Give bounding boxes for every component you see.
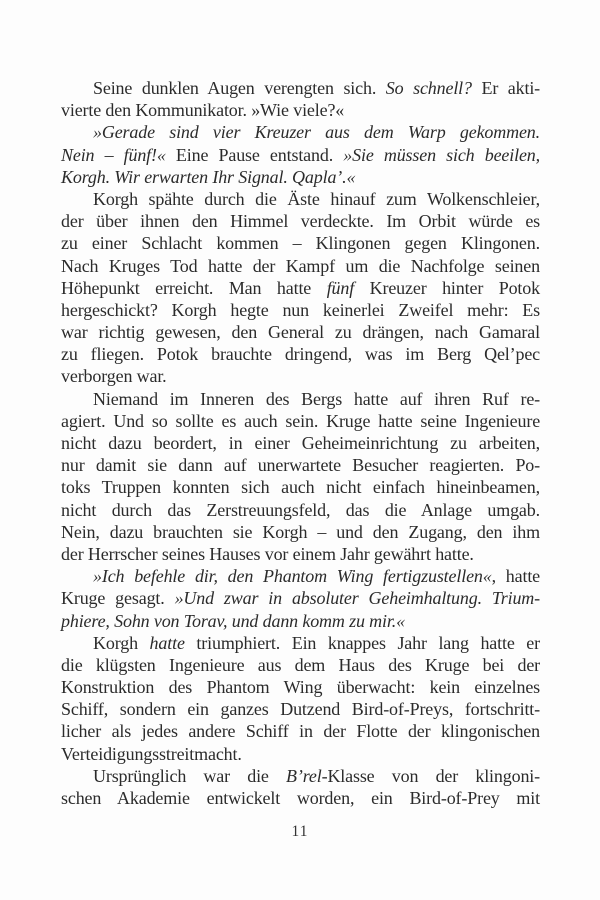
text-segment: zu fliegen. Potok brauchte dringend, was im Berg Qel’pec bbox=[61, 344, 541, 365]
text-line bbox=[61, 632, 540, 654]
text-line bbox=[61, 676, 540, 698]
text-line bbox=[61, 321, 540, 343]
text-line-content bbox=[93, 389, 540, 409]
text-segment: nur damit sie dann auf unerwartete Besucher reagierten. Po- bbox=[61, 455, 540, 476]
text-segment: verborgen war. bbox=[61, 366, 167, 387]
text-segment: Nein, dazu brauchten sie Korgh – und den Zugang, den ihm bbox=[61, 521, 540, 542]
italic-text-segment: hatte bbox=[149, 632, 185, 653]
paragraph bbox=[61, 632, 540, 765]
text-line-content bbox=[61, 655, 540, 675]
italic-text-segment: B’rel bbox=[286, 765, 322, 786]
text-line bbox=[61, 277, 540, 299]
text-line bbox=[61, 299, 540, 321]
text-segment: schen Akademie entwickelt worden, ein Bird-of-Prey mit bbox=[61, 788, 540, 808]
text-segment: agiert. Und so sollte es auch sein. Kruge hatte seine Ingenieure bbox=[61, 410, 541, 431]
text-segment: Verteidigungsstreitmacht. bbox=[61, 743, 242, 764]
text-line-content bbox=[61, 300, 540, 320]
text-line bbox=[61, 343, 540, 365]
text-line bbox=[61, 210, 540, 232]
text-line bbox=[61, 166, 540, 188]
italic-text-segment: So schnell? bbox=[385, 78, 482, 98]
text-line bbox=[61, 432, 540, 454]
text-line bbox=[61, 698, 540, 720]
text-line bbox=[61, 521, 540, 543]
text-line bbox=[61, 476, 540, 498]
text-line-content bbox=[61, 544, 474, 564]
text-segment: nicht dazu beordert, in einer Geheimeinrichtung zu arbeiten, bbox=[61, 433, 541, 453]
text-line-content bbox=[93, 189, 540, 209]
text-line-content bbox=[61, 256, 540, 276]
text-line-content bbox=[61, 100, 344, 120]
text-line-content bbox=[61, 699, 540, 719]
text-line-content bbox=[61, 366, 167, 386]
text-line bbox=[61, 144, 540, 166]
paragraph bbox=[61, 188, 540, 388]
text-segment: hergeschickt? Korgh hegte nun keinerlei Zweifel mehr: Es bbox=[61, 299, 540, 320]
text-segment: der über ihnen den Himmel verdeckte. Im Orbit würde es bbox=[61, 211, 541, 232]
italic-text-segment: »Und zwar in absoluter Geheimhaltung. Trium- bbox=[174, 588, 540, 609]
text-segment: Höhepunkt erreicht. Man hatte bbox=[61, 277, 327, 298]
italic-text-segment: fünf bbox=[326, 277, 355, 298]
paragraph bbox=[61, 121, 540, 188]
paragraph bbox=[61, 765, 540, 809]
text-line-content bbox=[61, 477, 540, 497]
text-line-content bbox=[93, 566, 540, 586]
text-segment: Schiff, sondern ein ganzes Dutzend Bird-of-Preys, fortschritt- bbox=[61, 699, 540, 720]
text-segment: zu einer Schlacht kommen – Klingonen gegen Klingonen. bbox=[61, 233, 540, 254]
text-line bbox=[61, 565, 540, 587]
text-line-content bbox=[61, 455, 540, 475]
text-line-content bbox=[93, 122, 540, 142]
text-line bbox=[61, 388, 540, 410]
text-line-content bbox=[61, 588, 540, 608]
text-line-content bbox=[61, 233, 540, 253]
text-line-content bbox=[61, 167, 355, 187]
text-line-content bbox=[61, 788, 540, 808]
text-segment: war richtig gewesen, den General zu drängen, nach Gamaral bbox=[61, 322, 540, 343]
text-line bbox=[61, 610, 540, 632]
text-segment: der Herrscher seines Hauses vor einem Jahr gewährt hatte. bbox=[61, 543, 474, 564]
text-line-content bbox=[61, 344, 540, 364]
text-line-content bbox=[61, 744, 242, 764]
text-line-content bbox=[93, 78, 540, 98]
text-segment: Eine Pause entstand. bbox=[175, 144, 344, 165]
text-line-content bbox=[93, 633, 540, 653]
text-line bbox=[61, 255, 540, 277]
page-number: 11 bbox=[291, 823, 309, 840]
text-line-content bbox=[93, 766, 540, 786]
text-line-content bbox=[61, 721, 540, 741]
text-segment: -Klasse von der klingoni- bbox=[321, 765, 541, 786]
text-line bbox=[61, 743, 540, 765]
text-line-content bbox=[61, 522, 540, 542]
text-line bbox=[61, 410, 540, 432]
text-segment: Niemand im Inneren des Bergs hatte auf ihren Ruf re- bbox=[93, 388, 541, 409]
paragraph bbox=[61, 77, 540, 121]
text-line bbox=[61, 77, 540, 99]
text-line-content bbox=[61, 500, 540, 520]
paragraph bbox=[61, 388, 540, 566]
text-line bbox=[61, 587, 540, 609]
italic-text-segment: Nein – fünf!« bbox=[61, 144, 176, 165]
text-segment: vierte den Kommunikator. »Wie viele?« bbox=[61, 100, 345, 121]
italic-text-segment: Korgh. Wir erwarten Ihr Signal. Qapla’.« bbox=[61, 166, 356, 187]
italic-text-segment: »Sie müssen sich beeilen, bbox=[343, 144, 540, 165]
text-line bbox=[61, 787, 540, 809]
text-line bbox=[61, 365, 540, 387]
text-line bbox=[61, 543, 540, 565]
text-line bbox=[61, 99, 540, 121]
text-segment: Nach Kruges Tod hatte der Kampf um die Nachfolge seinen bbox=[61, 255, 540, 276]
paragraph bbox=[61, 565, 540, 632]
text-line bbox=[61, 720, 540, 742]
text-segment: Ursprünglich war die bbox=[93, 765, 287, 786]
text-line-content bbox=[61, 611, 405, 631]
text-line-content bbox=[61, 322, 540, 342]
text-segment: die klügsten Ingenieure aus dem Haus des Kruge bei der bbox=[61, 654, 541, 675]
text-line bbox=[61, 188, 540, 210]
italic-text-segment: »Gerade sind vier Kreuzer aus dem Warp gekommen. bbox=[93, 122, 540, 143]
text-segment: nicht durch das Zerstreuungsfeld, das die Anlage umgab. bbox=[61, 499, 540, 520]
text-line-content bbox=[61, 433, 540, 453]
italic-text-segment: phiere, Sohn von Torav, und dann komm zu mir.« bbox=[61, 610, 405, 631]
text-segment: Korgh bbox=[93, 632, 150, 653]
text-segment: Er akti- bbox=[481, 78, 541, 98]
text-line bbox=[61, 499, 540, 521]
text-segment: Konstruktion des Phantom Wing überwacht: kein einzelnes bbox=[61, 677, 541, 698]
text-segment: toks Truppen konnten sich auch nicht einfach hineinbeamen, bbox=[61, 477, 540, 498]
text-line-content bbox=[61, 278, 540, 298]
text-line bbox=[61, 232, 540, 254]
text-segment: , hatte bbox=[491, 566, 541, 587]
text-line bbox=[61, 454, 540, 476]
page-text bbox=[61, 77, 540, 809]
italic-text-segment: »Ich befehle dir, den Phantom Wing fertigzustellen« bbox=[93, 566, 492, 587]
text-segment: licher als jedes andere Schiff in der Flotte der klingonischen bbox=[61, 721, 540, 742]
text-line bbox=[61, 121, 540, 143]
text-segment: triumphiert. Ein knappes Jahr lang hatte er bbox=[184, 632, 540, 653]
text-line-content bbox=[61, 677, 540, 697]
text-segment: Seine dunklen Augen verengten sich. bbox=[93, 78, 386, 98]
text-segment: Kreuzer hinter Potok bbox=[354, 277, 540, 298]
text-line bbox=[61, 765, 540, 787]
text-line-content bbox=[61, 211, 540, 231]
text-line-content bbox=[61, 145, 540, 165]
text-line bbox=[61, 654, 540, 676]
text-segment: Korgh spähte durch die Äste hinauf zum Wolkenschleier, bbox=[93, 188, 540, 209]
text-segment: Kruge gesagt. bbox=[61, 588, 175, 609]
text-line-content bbox=[61, 411, 540, 431]
